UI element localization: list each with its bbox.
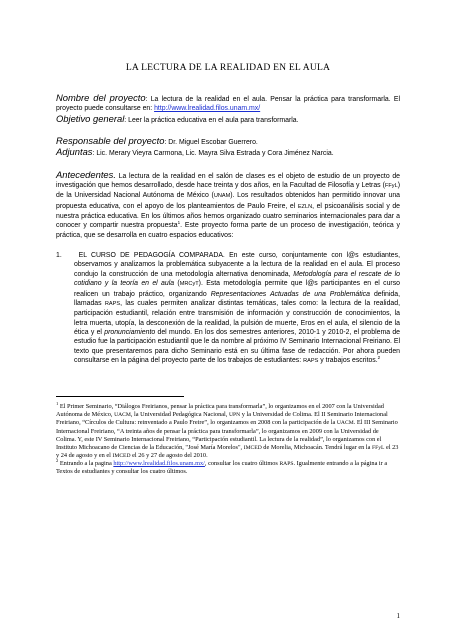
page-number: 1	[396, 612, 400, 620]
list-item-pedagogy-course: 1. EL CURSO DE PEDAGOGÍA COMPARADA. En este curso, conjuntamente con l@s estudiantes, observamos y analizamos la problemática subyacente a la lectura de la realidad en el aula. El proceso condujo la construcción de una metodología alternativa denominada, Metodología para el rescate de lo cotidiano y la teoría en el aula (MRCyT). Esta metodología permite que l@s participantes en el curso realicen un trabajo práctico, organizando Representaciones Actuadas de una Problemática definida, llamadas RAPS, las cuales permiten analizar distintas temáticas, tales como: la lectura de la realidad, participación estudiantil, relación entre transmisión de información y construcción de conocimientos, la letra muerta, utopía, la desconexión de la realidad, la pulsión de muerte, Eros en el aula, el silencio de la ética y el pronunciamiento del mundo. En los dos semestres anteriores, 2010-1 y 2010-2, el problema de estudio fue la participación estudiantil que le da nombre al próximo IV Seminario Internacional Freiriano. El texto que presentaremos para dicho Seminario está en su última fase de redacción. Por ahora pueden consultarse en la página del proyecto parte de los trabajos de estudiantes: RAPS y trabajos escritos.$^2$	[56, 252, 400, 364]
footnote-project-link[interactable]: http://www.lrealidad.filos.unam.mx/	[113, 459, 205, 467]
project-responsible: Responsable del proyecto: Dr. Miguel Escobar Guerrero.	[56, 135, 258, 147]
document-title: LA LECTURA DE LA REALIDAD EN EL AULA	[125, 62, 331, 73]
project-name: Nombre del proyecto: La lectura de la realidad en el aula. Pensar la práctica para transformarla. El proyecto puede consultarse en: http://www.lrealidad.filos.unam.mx/	[56, 92, 400, 113]
project-assistants-label: Adjuntas	[56, 146, 93, 158]
project-info	[56, 93, 400, 125]
project-responsible-label: Responsable del proyecto	[56, 135, 165, 147]
footnote-divider	[56, 396, 184, 397]
footnote-1: $^1$ El Primer Seminario, “Diálogos Freirianos, pensar la práctica para transformarla”, lo organizamos en el 2007 con la Universidad Autónoma de México, UACM, la Universidad Pedagógica Nacional, UPN y la Universidad de Colima. El II Seminario Internacional Freiriano, “Círculos de Cultura: reinventado a Paulo Freire”, lo organizamos en 2008 con la participación de la UACM. El III Seminario Internacional Freiriano, “A treinta años de pensar la práctica para transformarla”, lo organizamos en 2009 con la Universidad de Colima. Y, este IV Seminario Internacional Freiriano, “Participación estudiantil. La lectura de la realidad”, lo organizamos con el Instituto Michoacano de Ciencias de la Educación, "José María Morelos", IMCED de Morelia, Michoacán. Tendrá lugar en la FFyL el 23 y 24 de agosto y en el IMCED el 26 y 27 de agosto del 2010.	[56, 401, 399, 459]
background-label: Antecedentes.	[56, 168, 116, 180]
project-name-label: Nombre del proyecto	[56, 92, 146, 103]
general-objective: Objetivo general: Leer la práctica educativa en el aula para transformarla.	[56, 112, 299, 124]
project-link[interactable]: http://www.lrealidad.filos.unam.mx/	[154, 105, 261, 113]
background-paragraph: Antecedentes. La lectura de la realidad en el salón de clases es el objeto de estudio de un proyecto de investigación que hemos desarrollado, desde hace treinta y dos años, en la Facultad de Filosofía y Letras (FFyL) de la Universidad Nacional Autónoma de México (UNAM). Los resultados obtenidos han permitido innovar una propuesta educativa, con el apoyo de los planteamientos de Paulo Freire, el EZLN, el psicoanálisis social y de nuestra práctica educativa. En los últimos años hemos organizado cuatro seminarios internacionales para dar a conocer y compartir nuestra propuesta$^1$. Este proyecto forma parte de un proceso de investigación, teórica y práctica, que se desarrolla en cuatro espacios educativos:	[56, 168, 401, 239]
project-staff	[56, 136, 400, 159]
footnote-ref-2[interactable]: 2	[377, 354, 381, 360]
general-objective-label: Objetivo general	[56, 112, 125, 124]
project-assistants: Adjuntas: Lic. Merary Vieyra Carmona, Lic. Mayra Silva Estrada y Cora Jiménez Narcia.	[56, 146, 334, 158]
footnote-ref-1[interactable]: 1	[177, 220, 181, 226]
document-page	[56, 62, 400, 476]
footnote-2: $^2$ Entrando a la pagina http://www.lrealidad.filos.unam.mx/, consultar los cuatro últimos RAPS. Igualmente entrando a la página ir a Textos de estudiantes y consultar los cuatro últimos.	[56, 457, 388, 475]
